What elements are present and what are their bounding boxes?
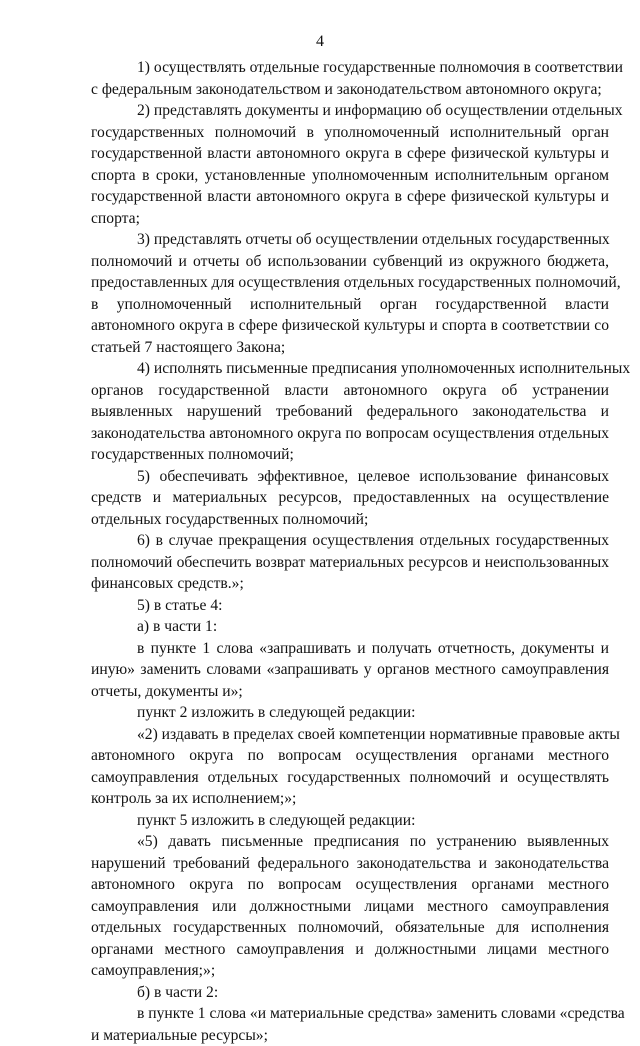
text-line: 2) представлять документы и информацию об осуществлении отдельных	[91, 100, 609, 122]
text-line: 6) в случае прекращения осуществления отдельных государственных	[91, 530, 609, 552]
text-line: спорта;	[91, 208, 609, 230]
text-line: полномочий и отчеты об использовании субвенций из окружного бюджета,	[91, 251, 609, 273]
text-line: органами местного самоуправления и должностными лицами местного	[91, 939, 609, 961]
text-line: б) в части 2:	[91, 982, 609, 1004]
text-line: нарушений требований федерального законодательства и законодательства	[91, 853, 609, 875]
text-line: 1) осуществлять отдельные государственные полномочия в соответствии	[91, 57, 609, 79]
text-line: самоуправления или должностными лицами местного самоуправления	[91, 896, 609, 918]
text-line: автономного округа в сфере физической культуры и спорта в соответствии со	[91, 315, 609, 337]
text-line: государственной власти автономного округа в сфере физической культуры и	[91, 186, 609, 208]
text-line: 3) представлять отчеты об осуществлении отдельных государственных	[91, 229, 609, 251]
document-body	[91, 57, 609, 1046]
text-line: «2) издавать в пределах своей компетенции нормативные правовые акты	[91, 724, 609, 746]
text-line: и материальные ресурсы»;	[91, 1025, 609, 1046]
text-line: в пункте 1 слова «и материальные средства» заменить словами «средства	[91, 1003, 609, 1025]
page-number: 4	[0, 33, 640, 51]
text-line: отдельных государственных полномочий;	[91, 509, 609, 531]
text-line: 4) исполнять письменные предписания уполномоченных исполнительных	[91, 358, 609, 380]
text-line: государственных полномочий;	[91, 444, 609, 466]
text-line: отчеты, документы и»;	[91, 681, 609, 703]
text-line: законодательства автономного округа по вопросам осуществления отдельных	[91, 423, 609, 445]
text-line: иную» заменить словами «запрашивать у органов местного самоуправления	[91, 659, 609, 681]
text-line: а) в части 1:	[91, 616, 609, 638]
text-line: предоставленных для осуществления отдельных государственных полномочий,	[91, 272, 609, 294]
text-line: в пункте 1 слова «запрашивать и получать отчетность, документы и	[91, 638, 609, 660]
text-line: «5) давать письменные предписания по устранению выявленных	[91, 831, 609, 853]
text-line: статьей 7 настоящего Закона;	[91, 337, 609, 359]
text-line: средств и материальных ресурсов, предоставленных на осуществление	[91, 487, 609, 509]
text-line: с федеральным законодательством и законодательством автономного округа;	[91, 79, 609, 101]
text-line: контроль за их исполнением;»;	[91, 788, 609, 810]
text-line: 5) в статье 4:	[91, 595, 609, 617]
text-line: полномочий обеспечить возврат материальных ресурсов и неиспользованных	[91, 552, 609, 574]
text-line: отдельных государственных полномочий, обязательные для исполнения	[91, 917, 609, 939]
text-line: автономного округа по вопросам осуществления органами местного	[91, 874, 609, 896]
text-line: выявленных нарушений требований федерального законодательства и	[91, 401, 609, 423]
text-line: спорта в сроки, установленные уполномоченным исполнительным органом	[91, 165, 609, 187]
text-line: пункт 2 изложить в следующей редакции:	[91, 702, 609, 724]
text-line: в уполномоченный исполнительный орган государственной власти	[91, 294, 609, 316]
text-line: государственных полномочий в уполномоченный исполнительный орган	[91, 122, 609, 144]
text-line: самоуправления отдельных государственных полномочий и осуществлять	[91, 767, 609, 789]
text-line: финансовых средств.»;	[91, 573, 609, 595]
text-line: органов государственной власти автономного округа об устранении	[91, 380, 609, 402]
text-line: государственной власти автономного округа в сфере физической культуры и	[91, 143, 609, 165]
text-line: пункт 5 изложить в следующей редакции:	[91, 810, 609, 832]
text-line: автономного округа по вопросам осуществления органами местного	[91, 745, 609, 767]
text-line: 5) обеспечивать эффективное, целевое использование финансовых	[91, 466, 609, 488]
text-line: самоуправления;»;	[91, 960, 609, 982]
